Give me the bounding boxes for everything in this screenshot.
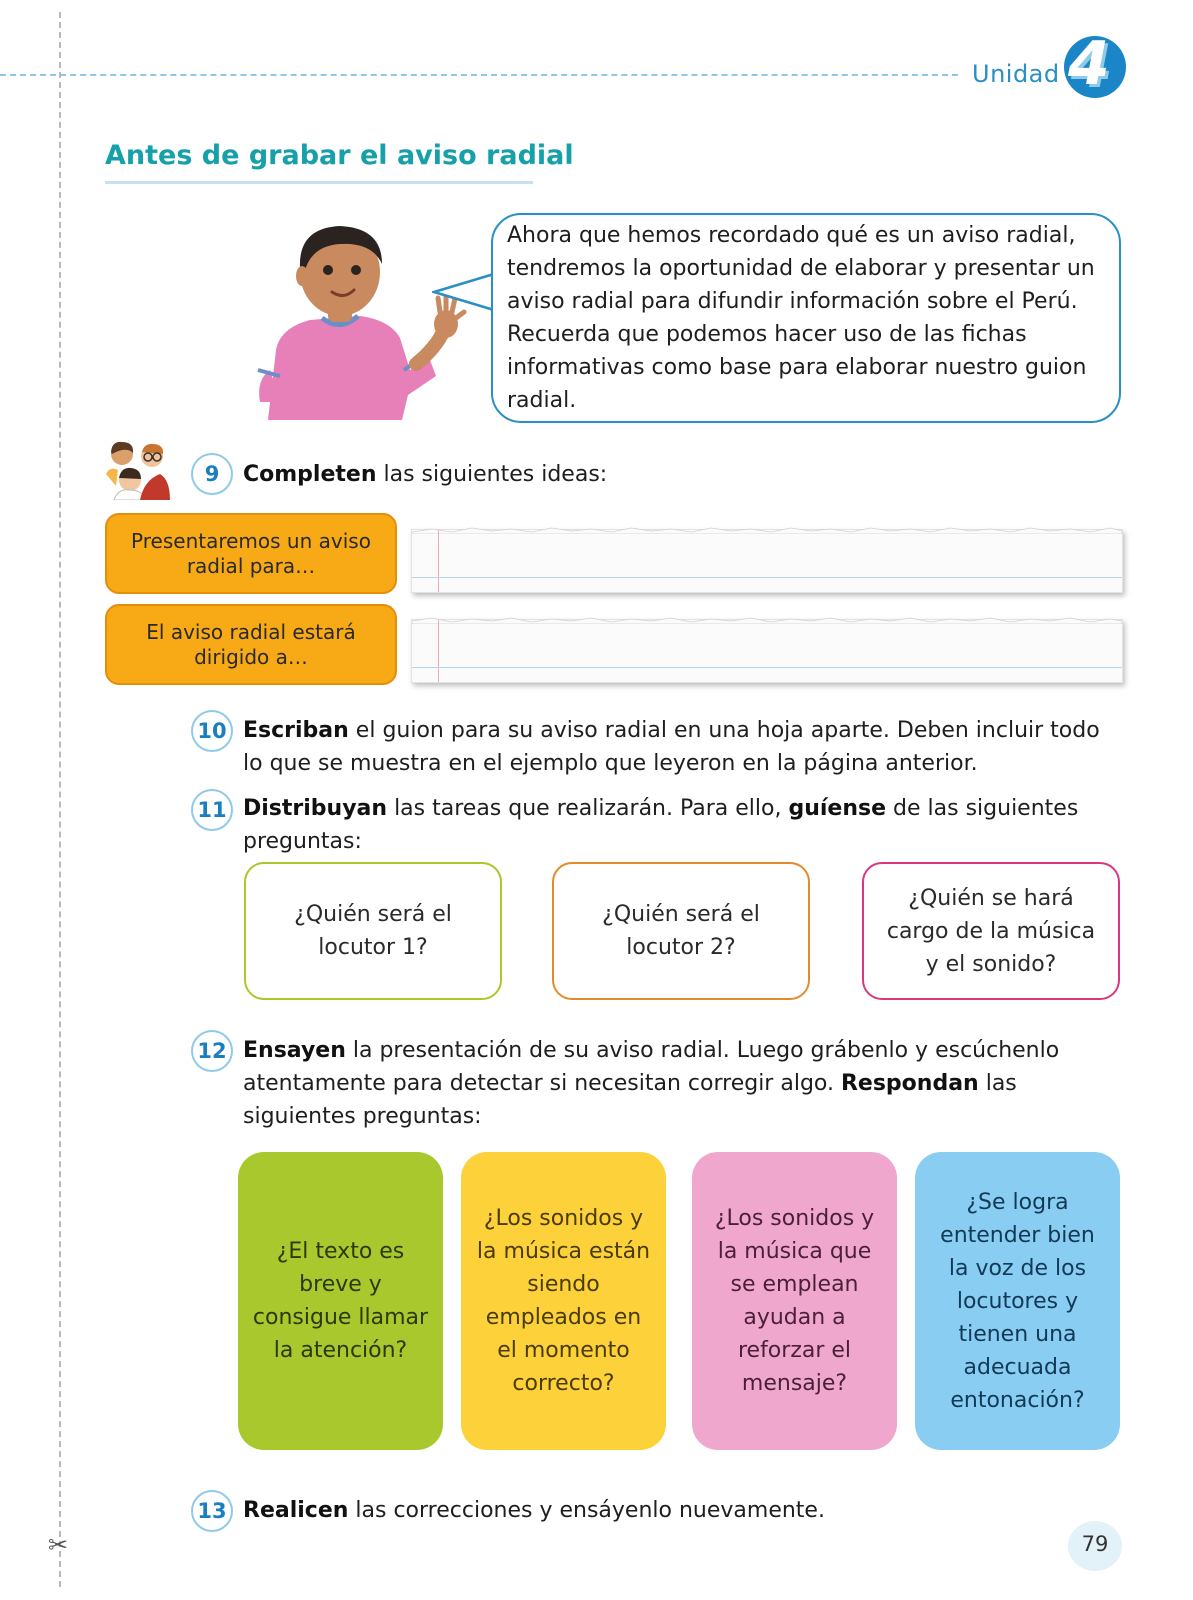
activity-9-instruction <box>243 458 607 491</box>
activity-11-text-b: de las siguientes preguntas: <box>243 796 1079 854</box>
paper-margin-line <box>438 530 439 592</box>
question-card-sound-timing: ¿Los sonidos y la música están siendo empleados en el momento correcto? <box>461 1152 666 1450</box>
activity-10-text: el guion para su aviso radial en una hoja aparte. Deben incluir todo lo que se muestra en el ejemplo que leyeron en la página anterior. <box>243 718 1100 776</box>
activity-13-instruction <box>243 1494 1123 1527</box>
prompt-box-purpose: Presentaremos un aviso radial para… <box>105 513 397 594</box>
activity-11-verb: Distribuyan <box>243 796 388 821</box>
activity-12-instruction <box>243 1034 1123 1133</box>
activity-12-text-b: las siguientes preguntas: <box>243 1071 1017 1129</box>
scissors-icon: ✂ <box>48 1531 69 1559</box>
torn-paper-edge <box>412 616 1122 624</box>
question-card-reinforce-message: ¿Los sonidos y la música que se emplean ayudan a reforzar el mensaje? <box>692 1152 897 1450</box>
paper-rule-line <box>412 577 1122 578</box>
question-card-brief-text: ¿El texto es breve y consigue llamar la atención? <box>238 1152 443 1450</box>
girl-character-illustration <box>240 220 475 420</box>
group-work-icon <box>104 440 172 500</box>
answer-field-audience[interactable] <box>411 619 1123 683</box>
question-box-music-sound: ¿Quién se hará cargo de la música y el sonido? <box>862 862 1120 1000</box>
activity-11-instruction <box>243 792 1123 858</box>
activity-13-verb: Realicen <box>243 1498 349 1523</box>
activity-number-10: 10 <box>191 710 233 752</box>
activity-12-verb-2: Respondan <box>840 1071 979 1096</box>
activity-9-text: las siguientes ideas: <box>376 462 608 487</box>
activity-number-9: 9 <box>191 453 233 495</box>
question-box-locutor-2: ¿Quién será el locutor 2? <box>552 862 810 1000</box>
activity-11-text-a: las tareas que realizarán. Para ello, <box>387 796 789 821</box>
activity-number-12: 12 <box>191 1030 233 1072</box>
header-divider <box>0 74 958 76</box>
activity-number-11: 11 <box>191 789 233 831</box>
question-box-locutor-1: ¿Quién será el locutor 1? <box>244 862 502 1000</box>
answer-field-purpose[interactable] <box>411 529 1123 593</box>
page-number: 79 <box>1081 1532 1109 1556</box>
section-title: Antes de grabar el aviso radial <box>105 140 574 171</box>
paper-margin-line <box>438 620 439 682</box>
activity-10-instruction <box>243 714 1123 780</box>
activity-10-verb: Escriban <box>243 718 349 743</box>
speech-bubble-tail <box>432 270 496 316</box>
paper-rule-line <box>412 667 1122 668</box>
activity-number-13: 13 <box>191 1490 233 1532</box>
question-card-voice-intonation: ¿Se logra entender bien la voz de los locutores y tienen una adecuada entonación? <box>915 1152 1120 1450</box>
torn-paper-edge <box>412 526 1122 534</box>
unit-number: 4 <box>1068 29 1110 99</box>
prompt-box-audience: El aviso radial estará dirigido a… <box>105 604 397 685</box>
activity-13-text: las correcciones y ensáyenlo nuevamente. <box>348 1498 825 1523</box>
title-underline <box>105 181 533 184</box>
cut-line <box>59 12 61 1587</box>
activity-12-verb: Ensayen <box>243 1038 346 1063</box>
activity-11-verb-2: guíense <box>788 796 887 821</box>
activity-12-text-a: la presentación de su aviso radial. Luego grábenlo y escúchenlo atentamente para detectar si necesitan corregir algo. <box>243 1038 1060 1096</box>
activity-9-verb: Completen <box>243 462 377 487</box>
speech-bubble: Ahora que hemos recordado qué es un aviso radial, tendremos la oportunidad de elaborar y presentar un aviso radial para difundir información sobre el Perú. Recuerda que podemos hacer uso de las fichas informativas como base para elaborar nuestro guion radial. <box>491 213 1121 423</box>
unit-label: Unidad <box>972 60 1060 88</box>
